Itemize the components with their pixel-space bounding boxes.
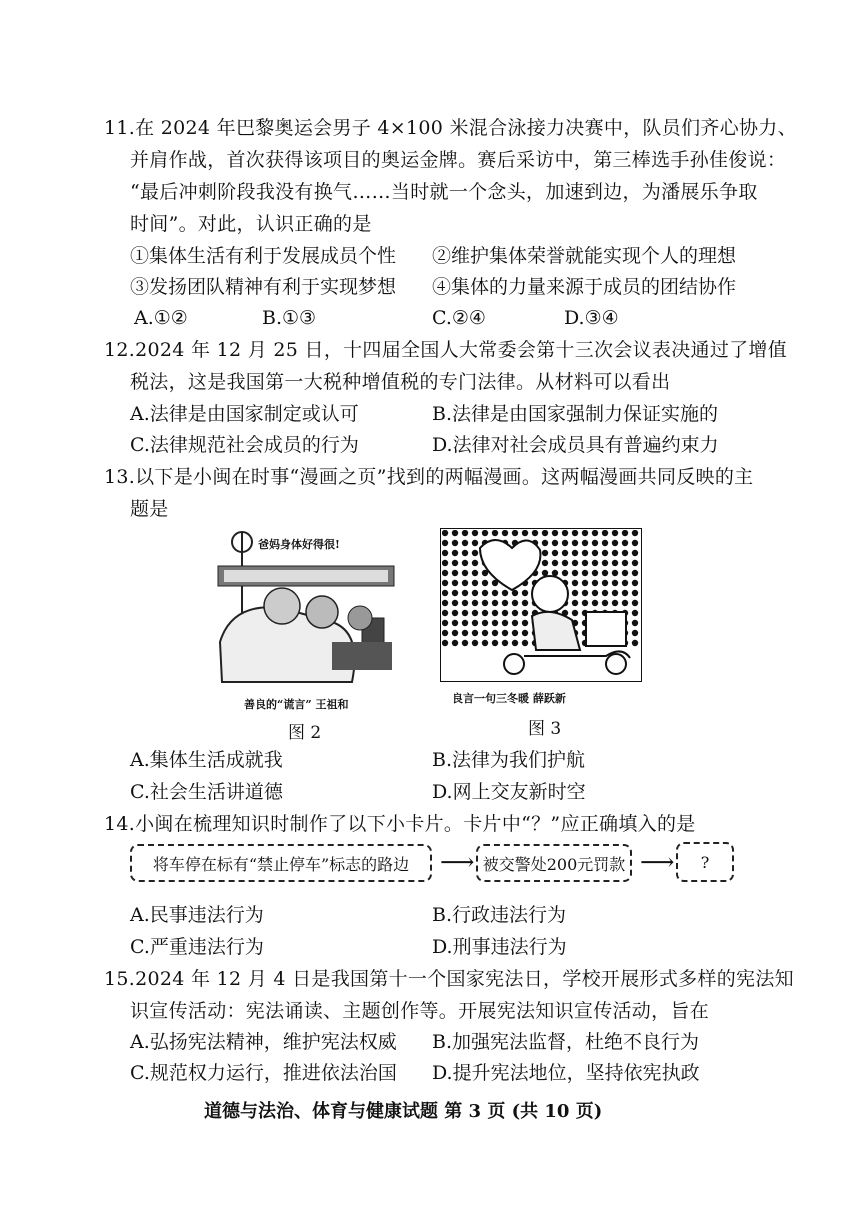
q11-stem-line-4: 时间”。对此，认识正确的是: [130, 213, 372, 235]
q15-option-c: C.规范权力运行，推进依法治国: [130, 1062, 397, 1084]
q11-statement-3: ③发扬团队精神有利于实现梦想: [130, 276, 397, 298]
cartoon-figure-2: [212, 522, 398, 690]
q11-statement-4: ④集体的力量来源于成员的团结协作: [432, 276, 737, 298]
cartoon-3-caption: 良言一句三冬暖 薛跃新: [452, 692, 566, 705]
q12-option-d: D.法律对社会成员具有普遍约束力: [432, 434, 719, 456]
flow-arrow-2-icon: ⟶: [640, 848, 675, 876]
flow-arrow-1-icon: ⟶: [440, 848, 475, 876]
q11-option-a: A.①②: [134, 307, 188, 329]
q11-statement-1: ①集体生活有利于发展成员个性: [130, 245, 397, 267]
q11-option-c: C.②④: [432, 307, 486, 329]
q12-option-b: B.法律是由国家强制力保证实施的: [432, 403, 719, 425]
q15-stem-line-2: 识宣传活动：宪法诵读、主题创作等。开展宪法知识宣传活动，旨在: [130, 1000, 710, 1022]
q13-option-b: B.法律为我们护航: [432, 749, 586, 771]
figure-2-label: 图 2: [288, 723, 322, 743]
flow-step-1: 将车停在标有“禁止停车”标志的路边: [130, 844, 432, 882]
q15-stem-line-1: 15.2024 年 12 月 4 日是我国第十一个国家宪法日，学校开展形式多样的宪法知: [104, 968, 794, 990]
q11-option-d: D.③④: [564, 307, 619, 329]
q11-stem-line-1: 11.在 2024 年巴黎奥运会男子 4×100 米混合泳接力决赛中，队员们齐心协力、: [104, 117, 797, 139]
q13-option-c: C.社会生活讲道德: [130, 781, 283, 803]
q13-option-d: D.网上交友新时空: [432, 781, 586, 803]
q11-statement-2: ②维护集体荣誉就能实现个人的理想: [432, 245, 737, 267]
q11-stem-line-2: 并肩作战，首次获得该项目的奥运金牌。赛后采访中，第三棒选手孙佳俊说：: [130, 149, 787, 171]
q12-stem-line-1: 12.2024 年 12 月 25 日，十四届全国人大常委会第十三次会议表决通过了增值: [104, 339, 788, 361]
flow-step-2: 被交警处200元罚款: [476, 844, 632, 882]
q14-option-b: B.行政违法行为: [432, 904, 567, 926]
page-footer: 道德与法治、体育与健康试题 第 3 页 (共 10 页): [204, 1101, 603, 1122]
q13-option-a: A.集体生活成就我: [130, 749, 283, 771]
q14-option-d: D.刑事违法行为: [432, 936, 567, 958]
q13-stem-line-1: 13.以下是小闽在时事“漫画之页”找到的两幅漫画。这两幅漫画共同反映的主: [104, 466, 754, 488]
q12-stem-line-2: 税法，这是我国第一大税种增值税的专门法律。从材料可以看出: [130, 371, 671, 393]
flow-step-unknown: ?: [676, 842, 734, 882]
q14-option-a: A.民事违法行为: [130, 904, 264, 926]
q15-option-d: D.提升宪法地位，坚持依宪执政: [432, 1062, 700, 1084]
figure-3-label: 图 3: [528, 719, 562, 739]
cartoon-2-caption: 善良的“谎言” 王祖和: [244, 698, 349, 711]
cartoon-2-speech-text: 爸妈身体好得很!: [258, 538, 340, 551]
q15-option-a: A.弘扬宪法精神，维护宪法权威: [130, 1031, 397, 1053]
q11-option-b: B.①③: [262, 307, 317, 329]
q13-stem-line-2: 题是: [130, 498, 169, 520]
q14-stem: 14.小闽在梳理知识时制作了以下小卡片。卡片中“？”应正确填入的是: [104, 813, 696, 835]
q15-option-b: B.加强宪法监督，杜绝不良行为: [432, 1031, 700, 1053]
q12-option-a: A.法律是由国家制定或认可: [130, 403, 359, 425]
cartoon-figure-3: [440, 528, 642, 682]
cartoon-3-illustration: [440, 528, 642, 682]
q11-stem-line-3: “最后冲刺阶段我没有换气……当时就一个念头，加速到边，为潘展乐争取: [130, 181, 758, 203]
q14-option-c: C.严重违法行为: [130, 936, 264, 958]
q12-option-c: C.法律规范社会成员的行为: [130, 434, 359, 456]
